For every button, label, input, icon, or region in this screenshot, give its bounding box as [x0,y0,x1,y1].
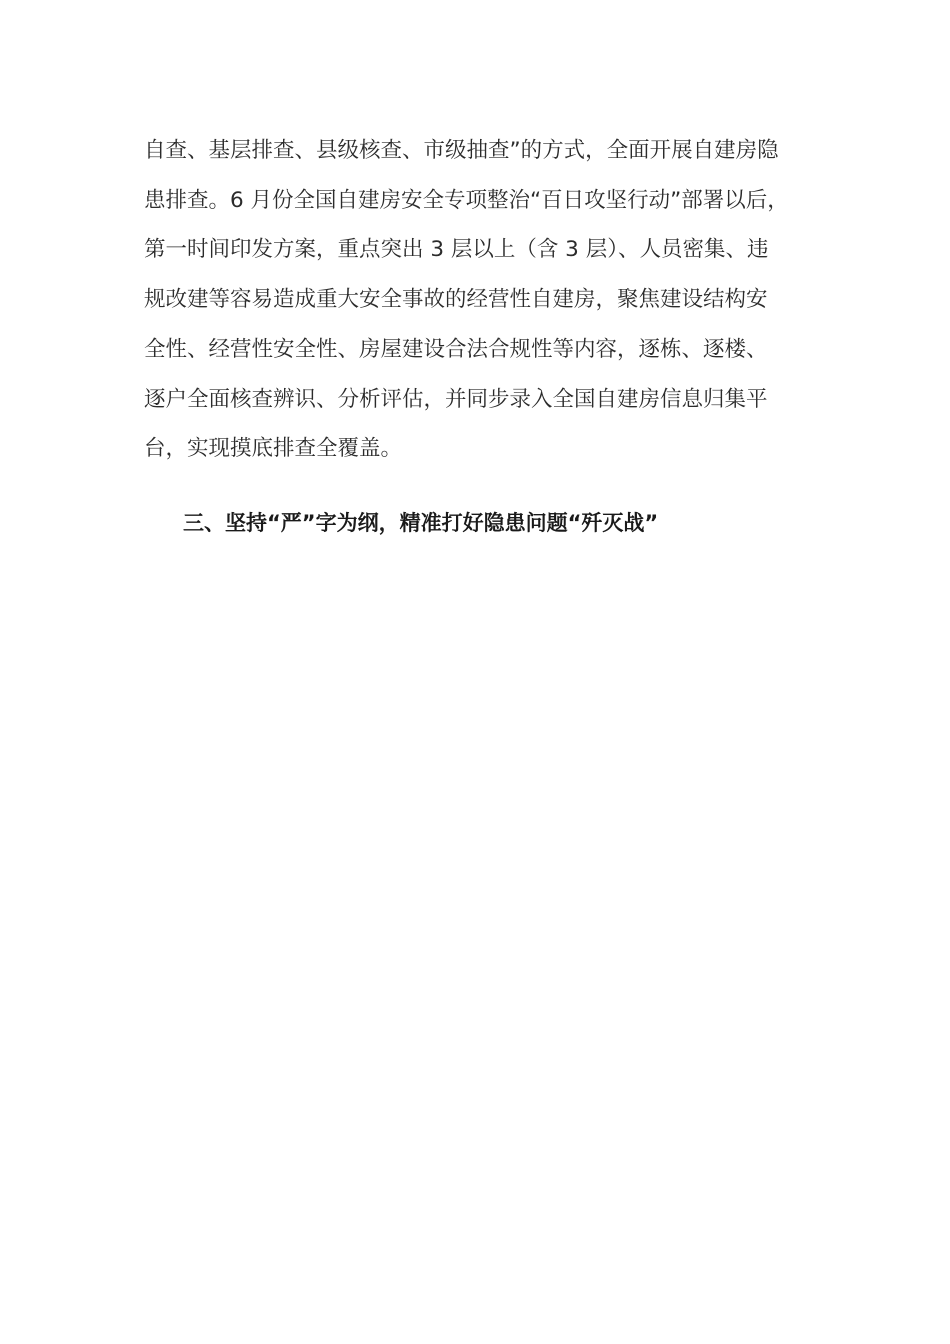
body-paragraph [144,126,834,474]
paragraph-line: 逐户全面核查辨识、分析评估，并同步录入全国自建房信息归集平 [144,386,768,412]
section-heading: 三、坚持“严”字为纲，精准打好隐患问题“歼灭战” [183,511,659,535]
paragraph-line: 第一时间印发方案，重点突出 3 层以上（含 3 层）、人员密集、违 [144,237,769,263]
paragraph-line: 台，实现摸底排查全覆盖。 [144,436,403,462]
paragraph-line: 规改建等容易造成重大安全事故的经营性自建房，聚焦建设结构安 [144,287,768,313]
paragraph-line: 自查、基层排查、县级核查、市级抽查”的方式，全面开展自建房隐 [144,138,779,163]
paragraph-line: 全性、经营性安全性、房屋建设合法合规性等内容，逐栋、逐楼、 [144,336,768,362]
paragraph-line: 患排查。6 月份全国自建房安全专项整治“百日攻坚行动”部署以后， [144,187,789,213]
